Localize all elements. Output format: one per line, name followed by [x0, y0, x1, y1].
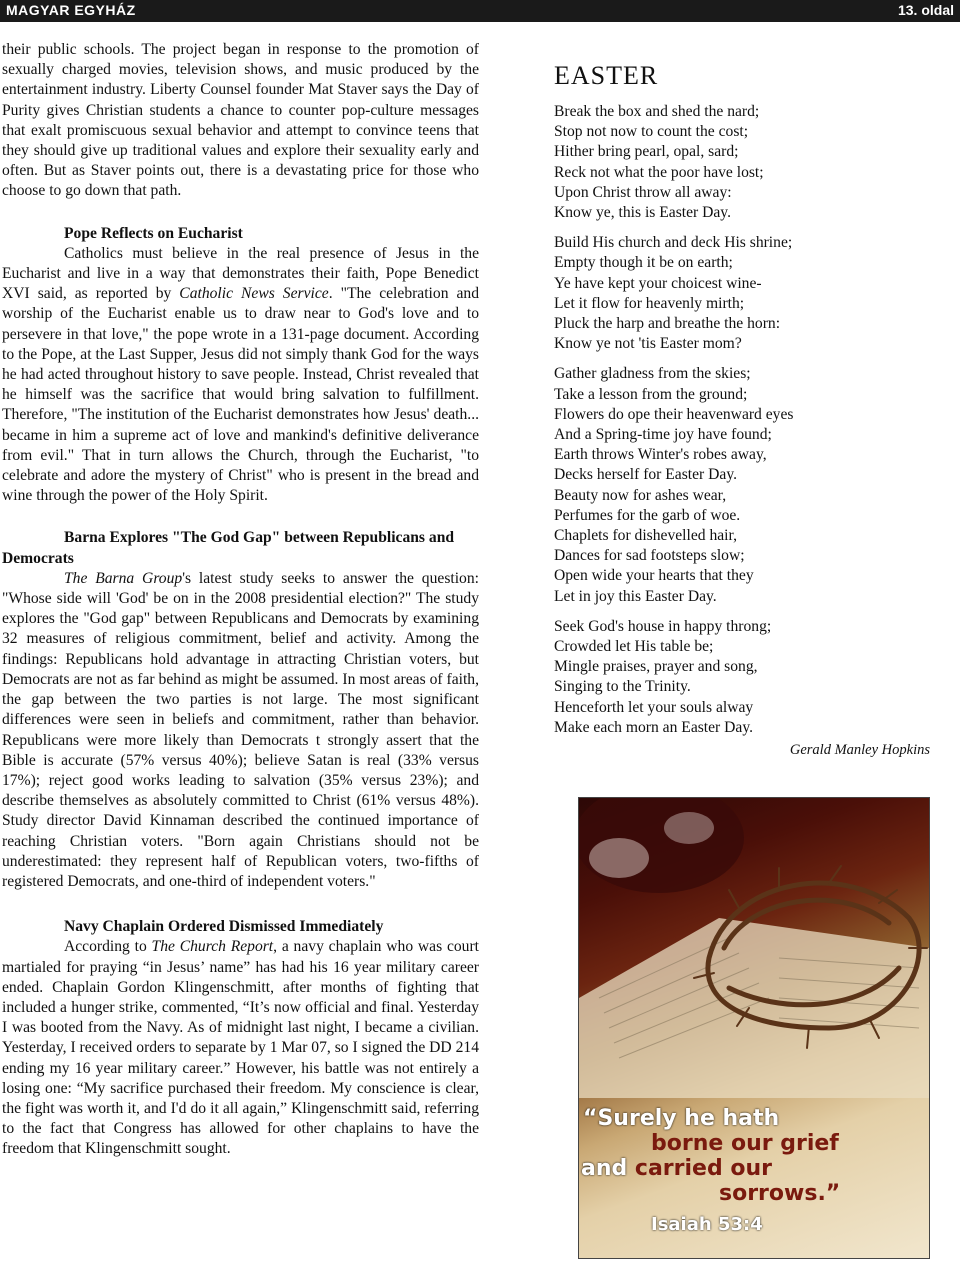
- poem-line: Mingle praises, prayer and song,: [554, 658, 758, 676]
- quote-line: borne our grief: [651, 1131, 839, 1156]
- poem-line: Open wide your hearts that they: [554, 567, 754, 585]
- poem-line: Know ye, this is Easter Day.: [554, 204, 731, 222]
- quote-line: sorrows.”: [719, 1181, 841, 1206]
- poem-stanza: [554, 364, 934, 606]
- source-church-report: The Church Report: [151, 938, 274, 956]
- poem-line: Build His church and deck His shrine;: [554, 234, 793, 252]
- poem-line: And a Spring-time joy have found;: [554, 426, 772, 444]
- poem-line: Break the box and shed the nard;: [554, 103, 760, 120]
- poem-stanza: [554, 617, 934, 738]
- page-header: [0, 0, 960, 22]
- poem-line: Flowers do ope their heavenward eyes: [554, 405, 794, 423]
- quote-line: “Surely he hath: [583, 1106, 780, 1131]
- poem-line: Singing to the Trinity.: [554, 678, 691, 696]
- poem-line: Perfumes for the garb of woe.: [554, 506, 741, 524]
- quote-reference: Isaiah 53:4: [651, 1214, 763, 1235]
- poem-line: Earth throws Winter's robes away,: [554, 446, 767, 464]
- navy-paragraph: According to The Church Report, a navy chaplain who was court martialed for praying “in Jesus’ name” has had his 16 year military career ended. Chaplain Gordon Klingenschmitt, after months of fighting that included a hunger strike, commented, “It’s now official and final. Yesterday I was booted from the Navy. As of midnight last night, I became a civilian. Yesterday, I received orders to separate by 1 Mar 07, so I signed the DD 214 ending my 16 year military career.” However, his battle was not entirely a losing one: “My sacrifice purchased their freedom. My conscience is clear, the fight was worth it, and I'd do it all again,” Klingenschmitt said, referring to the fact that Congress has allowed for other chaplains to have the freedom that Klingenschmitt sought.: [2, 938, 479, 1158]
- poem-line: Henceforth let your souls alway: [554, 698, 754, 716]
- quote-line: and carried our: [581, 1156, 773, 1181]
- poem-author: Gerald Manley Hopkins: [789, 742, 930, 759]
- poem-line: Reck not what the poor have lost;: [554, 163, 764, 181]
- easter-illustration: [578, 797, 930, 1259]
- poem-line: Ye have kept your choicest wine-: [554, 274, 762, 292]
- poem-line: Hither bring pearl, opal, sard;: [554, 143, 739, 161]
- poem-stanza: [554, 233, 934, 354]
- pope-paragraph: Catholics must believe in the real presence of Jesus in the Eucharist and live in a way that demonstrates their faith, Pope Benedict XVI said, as reported by Catholic News Service. "The celebration and worship of the Eucharist enable us to draw near to God's love and to persevere in that love," the pope wrote in a 131-page document. According to the Pope, at the Last Supper, Jesus did not simply thank God for the ways he had acted throughout history to save people. Instead, Christ revealed that he himself was the sacrifice that would bring salvation to fulfillment. Therefore, "The institution of the Eucharist demonstrates how Jesus' death... became in him a supreme act of love and mankind's definitive deliverance from evil." That in turn allows the Church, through the Eucharist, "to celebrate and adore the mystery of Christ" who is present in the bread and wine through the power of the Holy Spirit.: [2, 244, 480, 505]
- poem-column: [554, 58, 934, 760]
- poem-line: Beauty now for ashes wear,: [554, 486, 727, 504]
- poem-line: Crowded let His table be;: [554, 638, 714, 656]
- source-catholic-news: Catholic News Service: [179, 285, 329, 303]
- pope-heading: Pope Reflects on Eucharist: [64, 224, 243, 242]
- poem-stanza: [554, 102, 934, 223]
- navy-heading: Navy Chaplain Ordered Dismissed Immediately: [64, 918, 384, 936]
- poem-line: Pluck the harp and breathe the horn:: [554, 315, 781, 333]
- poem-line: Know ye not 'tis Easter mom?: [554, 335, 742, 353]
- barna-paragraph: The Barna Group's latest study seeks to answer the question: "Whose side will 'God' be on in the 2008 presidential election?" The study explores the "God gap" between Republicans and Democrats by examining 32 measures of religious commitment, belief and activity. Among the findings: Republicans hold advantage in attracting Christian voters, but Democrats are not as far behind as might be assumed. In most areas of faith, the gap between the two parties is not large. The most significant differences were seen in beliefs and commitment, rather than behavior. Republicans were more likely than Democrats t strongly assert that the Bible is accurate (57% versus 40%); believe Satan is real (33% versus 17%); reject good works leading to salvation (35% versus 23%); and describe themselves as absolutely committed to Christ (61% versus 48%). Study director David Kinnaman described the continued importance of reaching Christian voters. "Born again Christians should not be underestimated: they represent half of Republican voters, two-fifths of registered Democrats, and one-third of independent voters.": [2, 569, 479, 890]
- page-number: 13. oldal: [897, 2, 954, 18]
- poem-line: Decks herself for Easter Day.: [554, 466, 737, 484]
- poem-line: Let it flow for heavenly mirth;: [554, 294, 745, 312]
- poem-line: Dances for sad footsteps slow;: [554, 547, 745, 565]
- poem-line: Chaplets for dishevelled hair,: [554, 527, 737, 545]
- poem-title: EASTER: [554, 61, 659, 90]
- publication-name: MAGYAR EGYHÁZ: [6, 2, 136, 18]
- poem-line: Upon Christ throw all away:: [554, 183, 732, 201]
- poem-line: Let in joy this Easter Day.: [554, 587, 717, 605]
- barna-heading: Barna Explores "The God Gap" between Republicans and Democrats: [2, 529, 455, 567]
- left-column: [2, 40, 479, 1160]
- poem-line: Stop not now to count the cost;: [554, 123, 749, 141]
- poem-line: Empty though it be on earth;: [554, 254, 733, 272]
- poem-line: Take a lesson from the ground;: [554, 385, 748, 403]
- poem-line: Seek God's house in happy throng;: [554, 617, 772, 635]
- poem-line: Make each morn an Easter Day.: [554, 718, 754, 736]
- poem-line: Gather gladness from the skies;: [554, 365, 751, 383]
- scripture-quote: [579, 1106, 929, 1237]
- source-barna-group: The Barna Group: [64, 569, 183, 587]
- intro-paragraph: their public schools. The project began in response to the promotion of sexually charged movies, television shows, and music produced by the entertainment industry. Liberty Counsel founder Mat Staver says the Day of Purity gives Christian students a chance to counter pop-culture messages that exalt promiscuous sexual behavior and attempt to convince teens that they should give up traditional values and explore their sexuality early and often. But as Staver points out, there is a devastating price for those who choose to go down that path.: [2, 41, 479, 200]
